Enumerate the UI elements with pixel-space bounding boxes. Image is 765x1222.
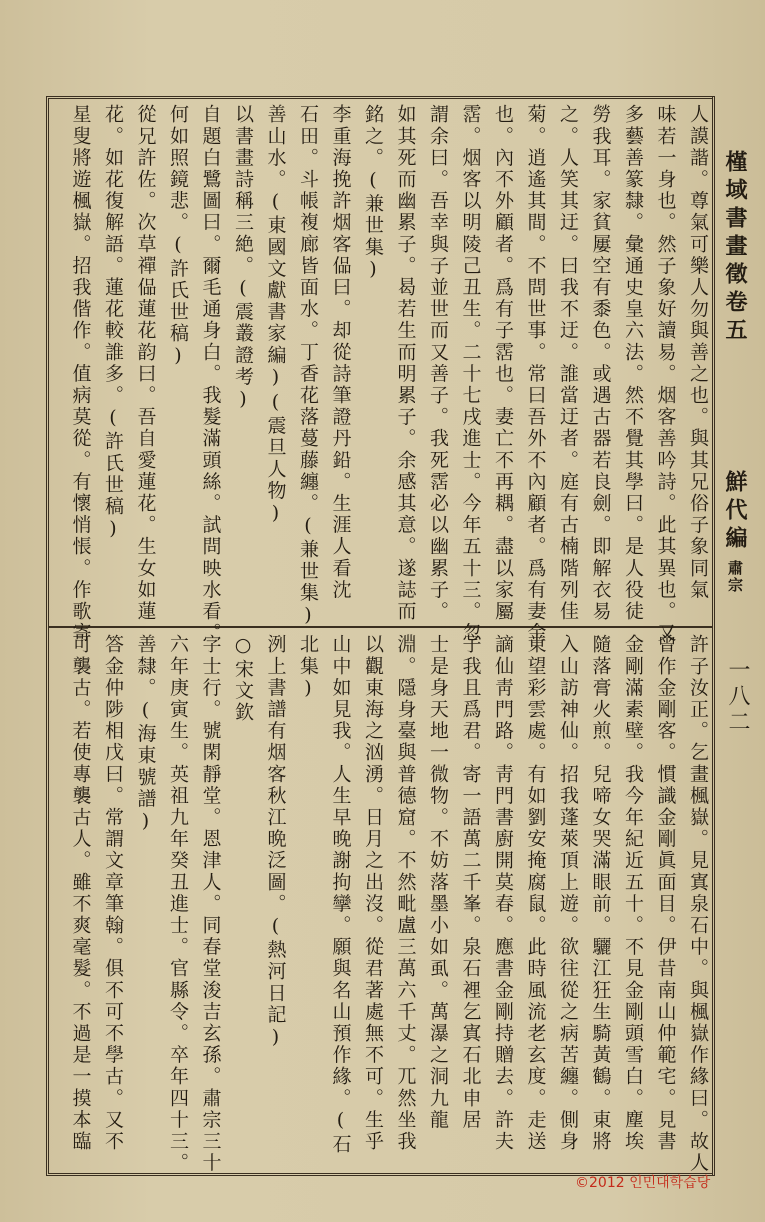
text-column: 子我且爲君。寄一語萬二千峯。泉石裡乞寘石北申居 bbox=[459, 634, 482, 1131]
text-column: 六年庚寅生。英祖九年癸丑進士。官縣令。卒年四十三。 bbox=[167, 634, 189, 1174]
text-column: 金剛滿素壁。我今年紀近五十。不見金剛頭雪白。塵埃 bbox=[622, 634, 644, 1153]
text-column: 洌上書譜有烟客秋江晩泛圖。(熱河日記) bbox=[264, 634, 287, 1051]
text-column: 星叟將遊楓嶽。招我偕作。值病莫從。有懷悄悵。作歌寄 bbox=[69, 104, 92, 644]
text-column: 銘之。(兼世集) bbox=[362, 104, 384, 283]
text-column: 字士行。號閑靜堂。恩津人。同春堂浚吉玄孫。肅宗三十 bbox=[199, 634, 222, 1174]
text-column: 答金仲陟相戊曰。常謂文章筆翰。俱不可不學古。又不 bbox=[102, 634, 124, 1153]
text-column: 味若一身也。然子象好讀易。烟客善吟詩。此其異也。又 bbox=[654, 104, 677, 644]
text-column: 以觀東海之汹湧。日月之出沒。從君著處無不可。生乎 bbox=[362, 634, 384, 1153]
book-title: 槿域書畫徵卷五 bbox=[722, 150, 748, 346]
text-column: 士是身天地一微物。不妨落墨小如虱。萬瀑之洞九龍 bbox=[427, 634, 449, 1131]
text-column: ○宋文欽 bbox=[232, 634, 254, 724]
section-title: 鮮代編 bbox=[722, 470, 748, 554]
text-column: 也。內不外顧者。爲有子霑也。妻亡不再耦。盡以家屬 bbox=[492, 104, 514, 623]
text-column: 入山訪神仙。招我蓬萊頂上遊。欲往從之病苦纏。側身 bbox=[557, 634, 579, 1153]
page-number: 一八二 bbox=[725, 658, 750, 736]
header-rule bbox=[712, 96, 713, 1176]
text-column: 謂余曰。吾幸與子並世而又善子。我死霑必以幽累子。 bbox=[427, 104, 449, 623]
text-column: 人謨諧。尊氣可樂人勿與善之也。與其兄俗子象同氣 bbox=[687, 104, 709, 601]
text-column: 之。人笑其迂。曰我不迂。誰當迂者。庭有古楠階列佳 bbox=[557, 104, 579, 623]
text-column: 淵。隱身臺與普德窟。不然毗盧三萬六千丈。兀然坐我 bbox=[394, 634, 417, 1153]
text-column: 以書畫詩稱三絶。(震叢證考) bbox=[232, 104, 254, 413]
text-column: 勞我耳。家貧屢空有黍色。或遇古器若良劍。即解衣易 bbox=[589, 104, 612, 623]
text-column: 謫仙靑門路。靑門書廚開莫春。應書金剛持贈去。許夫 bbox=[492, 634, 514, 1153]
text-column: 石田。斗帳複廊皆面水。丁香花落蔓藤纏。(兼世集) bbox=[297, 104, 319, 629]
text-column: 花。如花復解語。蓮花較誰多。(許氏世稿) bbox=[102, 104, 124, 542]
text-column: 霑。烟客以明陵己丑生。二十七戌進士。今年五十三。忽 bbox=[459, 104, 482, 644]
text-column: 何如照鏡悲。(許氏世稿) bbox=[167, 104, 189, 370]
copyright-watermark: ©2012 인민대학습당 bbox=[575, 1175, 711, 1191]
text-column: 善山水。(東國文獻書家編)(震旦人物) bbox=[264, 104, 287, 527]
text-column: 隨落膏火煎。兒啼女哭滿眼前。驪江狂生騎黃鶴。東將 bbox=[589, 634, 612, 1153]
text-column: 北集) bbox=[297, 634, 319, 702]
text-column: 善隸。(海東號譜) bbox=[134, 634, 157, 835]
text-column: 可襲古。若使專襲古人。雖不爽毫髮。不過是一摸本臨 bbox=[69, 634, 92, 1153]
section-divider bbox=[49, 626, 712, 628]
reign-label: 肅宗 bbox=[726, 560, 744, 594]
text-column: 山中如見我。人生早晚謝拘攣。願與名山預作緣。(石 bbox=[329, 634, 352, 1156]
text-column: 從兄許佐。次草禪偘蓮花韵曰。吾自愛蓮花。生女如蓮 bbox=[134, 104, 157, 623]
text-column: 東望彩雲處。有如劉安掩腐鼠。此時風流老玄度。走送 bbox=[524, 634, 547, 1153]
text-column: 菊。逍遙其間。不問世事。常曰吾外不內顧者。爲有妻金 bbox=[524, 104, 547, 644]
text-column: 如其死而幽累子。曷若生而明累子。余感其意。遂誌而 bbox=[394, 104, 417, 623]
text-column: 自題白鷺圖曰。爾毛通身白。我髮滿頭絲。試問映水看。 bbox=[199, 104, 222, 644]
text-column: 李重海挽許烟客偘曰。却從詩筆證丹鉛。生涯人看沈 bbox=[329, 104, 352, 601]
text-column: 多藝善篆隸。彙通史皇六法。然不覺其學曰。是人役徒 bbox=[622, 104, 644, 623]
text-column: 許子汝正。乞畫楓嶽。見寘泉石中。與楓嶽作緣曰。故人 bbox=[687, 634, 709, 1174]
text-column: 曾作金剛客。慣識金剛眞面目。伊昔南山仲範宅。見書 bbox=[654, 634, 677, 1153]
